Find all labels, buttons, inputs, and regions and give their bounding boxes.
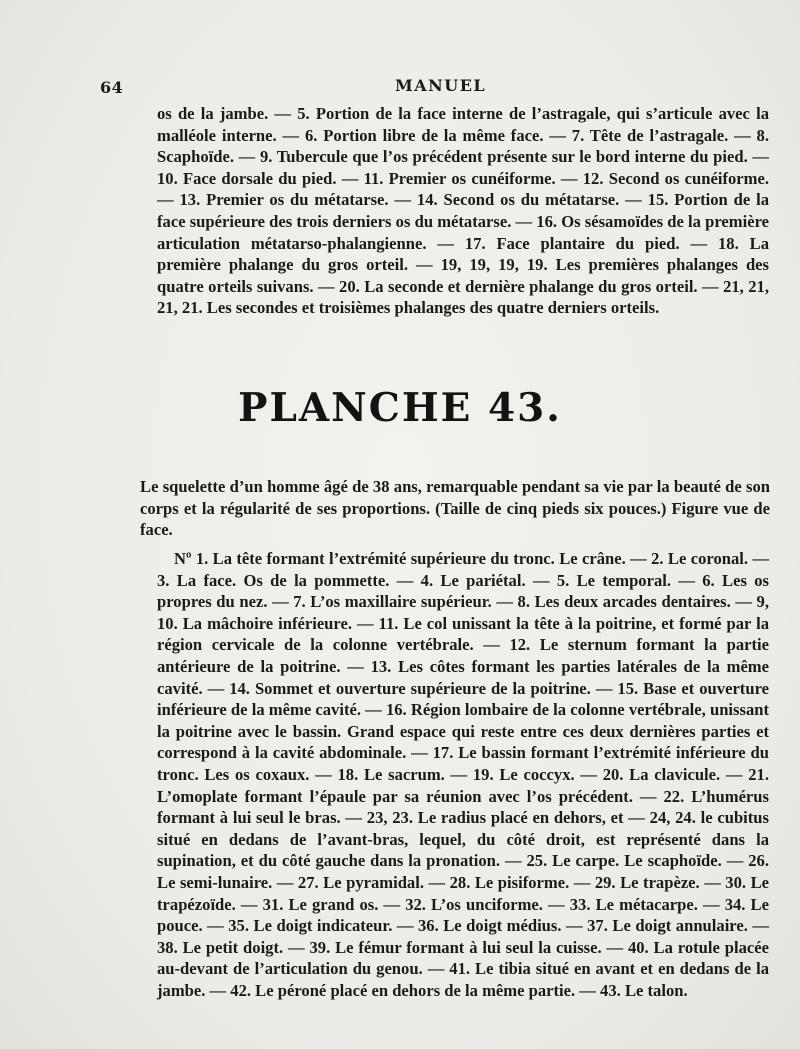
page-number: 64 — [100, 78, 124, 97]
plate-intro-paragraph: Le squelette d’un homme âgé de 38 ans, remarquable pendant sa vie par la beauté de son corps et la régularité de ses proportions. (Taille de cinq pieds six pouces.) Figure vue de face. — [140, 477, 770, 540]
plate-legend-paragraph: Nº 1. La tête formant l’extrémité supérieure du tronc. Le crâne. — 2. Le coronal. — 3. La face. Os de la pommette. — 4. Le pariétal. — 5. Le temporal. — 6. Les os propres du nez. — 7. L’os maxillaire supérieur. — 8. Les deux arcades dentaires. — 9, 10. La mâchoire inférieure. — 11. Le col unissant la tête à la poitrine, et formé par la région cervicale de la colonne vertébrale. — 12. Le sternum formant la partie antérieure de la poitrine. — 13. Les côtes formant les parties latérales de la même cavité. — 14. Sommet et ouverture supérieure de la poitrine. — 15. Base et ouverture inférieure de la même cavité. — 16. Région lombaire de la colonne vertébrale, unissant la poitrine avec le bassin. Grand espace qui reste entre ces deux dernières parties et correspond à la cavité abdominale. — 17. Le bassin formant l’extrémité inférieure du tronc. Les os coxaux. — 18. Le sacrum. — 19. Le coccyx. — 20. La clavicule. — 21. L’omoplate formant l’épaule par sa réunion avec l’os précédent. — 22. L’humérus formant à lui seul le bras. — 23, 23. Le radius placé en dehors, et — 24, 24. le cubitus situé en dedans de l’avant-bras, lequel, du côté droit, est représenté dans la supination, et du côté gauche dans la pronation. — 25. Le carpe. Le scaphoïde. — 26. Le semi-lunaire. — 27. Le pyramidal. — 28. Le pisiforme. — 29. Le trapèze. — 30. Le trapézoïde. — 31. Le grand os. — 32. L’os unciforme. — 33. Le métacarpe. — 34. Le pouce. — 35. Le doigt indicateur. — 36. Le doigt médius. — 37. Le doigt annulaire. — 38. Le petit doigt. — 39. Le fémur formant à lui seul la cuisse. — 40. La rotule placée au-devant de l’articulation du genou. — 41. Le tibia situé en avant et en dedans de la jambe. — 42. Le péroné placé en dehors de la même partie. — 43. Le talon. — [157, 549, 769, 1000]
running-title: MANUEL — [395, 76, 487, 95]
page-header — [100, 76, 800, 100]
previous-plate-legend-continuation: os de la jambe. — 5. Portion de la face interne de l’astragale, qui s’articule avec la malléole interne. — 6. Portion libre de la même face. — 7. Tête de l’astragale. — 8. Scaphoïde. — 9. Tubercule que l’os précédent présente sur le bord interne du pied. — 10. Face dorsale du pied. — 11. Premier os cunéiforme. — 12. Second os cunéiforme. — 13. Premier os du métatarse. — 14. Second os du métatarse. — 15. Portion de la face supérieure des trois derniers os du métatarse. — 16. Os sésamoïdes de la première articulation métatarso-phalangienne. — 17. Face plantaire du pied. — 18. La première phalange du gros orteil. — 19, 19, 19, 19. Les premières phalanges des quatre orteils suivans. — 20. La seconde et dernière phalange du gros orteil. — 21, 21, 21, 21. Les secondes et troisièmes phalanges des quatre derniers orteils. — [157, 104, 769, 318]
plate-title: PLANCHE 43. — [238, 385, 562, 431]
